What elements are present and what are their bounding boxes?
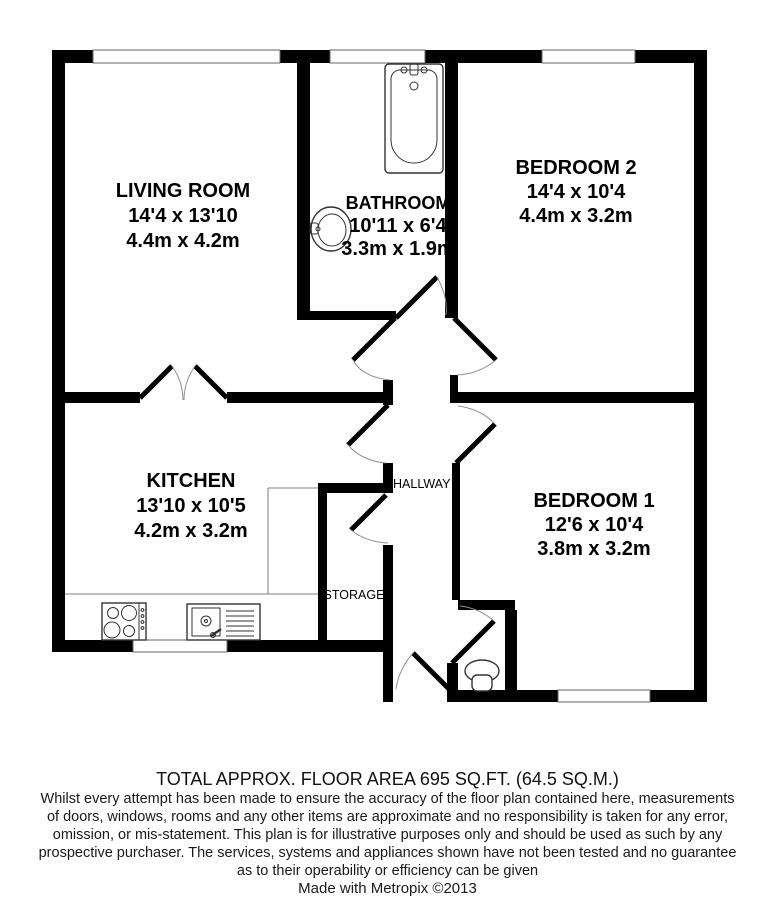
total-area-text: TOTAL APPROX. FLOOR AREA 695 SQ.FT. (64.5 SQ.M.) xyxy=(156,769,619,789)
disclaimer-line: of doors, windows, rooms and any other items are approximate and no responsibility is taken for any error, xyxy=(46,809,729,825)
wall-hall-left-lower xyxy=(383,545,393,702)
bedroom2-dims-ft: 14'4 x 10'4 xyxy=(526,181,626,203)
bedroom2-label: BEDROOM 2 xyxy=(515,157,637,179)
disclaimer-line: as to their operability or efficiency can be given xyxy=(236,863,539,879)
living-room-dims-m: 4.4m x 4.2m xyxy=(126,230,240,252)
window-bedroom1 xyxy=(558,690,650,702)
walls xyxy=(52,50,707,702)
bedroom1-label: BEDROOM 1 xyxy=(533,490,655,512)
window-living-room xyxy=(93,50,280,63)
wall-bathroom-bottom xyxy=(297,311,396,320)
kitchen-sink xyxy=(187,604,260,640)
toilet xyxy=(465,660,499,691)
kitchen-dims-ft: 13'10 x 10'5 xyxy=(136,495,246,517)
hob xyxy=(102,603,146,640)
disclaimer xyxy=(0,790,775,880)
wall-left xyxy=(52,63,65,652)
kitchen-label: KITCHEN xyxy=(146,470,236,492)
door-double-right xyxy=(195,366,227,398)
door-entrance xyxy=(413,653,452,692)
hallway-label: HALLWAY xyxy=(393,477,451,491)
wall-wc-right xyxy=(505,610,517,693)
wall-bedroom1-left xyxy=(452,463,460,600)
door-bedroom1 xyxy=(456,424,495,463)
disclaimer-line: prospective purchaser. The services, systems and appliances shown have not been tested and no guarantee xyxy=(38,845,737,861)
bathroom-label: BATHROOM xyxy=(345,193,451,213)
wall-livingroom-right xyxy=(297,63,310,320)
living-room-dims-ft: 14'4 x 13'10 xyxy=(128,205,238,227)
window-bedroom2 xyxy=(542,50,635,63)
metropix-credit: Made with Metropix ©2013 xyxy=(298,880,477,897)
bedroom2-dims-m: 4.4m x 3.2m xyxy=(519,205,633,227)
door-double-left xyxy=(140,366,172,398)
bedroom1-dims-ft: 12'6 x 10'4 xyxy=(544,514,644,536)
bathroom-dims-m: 3.3m x 1.9m xyxy=(341,238,455,260)
wall-storage-top xyxy=(318,483,392,493)
disclaimer-line: omission, or mis-statement. This plan is for illustrative purposes only and should be used as such by any xyxy=(52,827,723,843)
window-bathroom xyxy=(330,50,425,63)
wall-bedroom1-stub-top xyxy=(450,375,458,392)
bathtub xyxy=(385,64,443,173)
bedroom1-dims-m: 3.8m x 3.2m xyxy=(537,538,651,560)
bathroom-dims-ft: 10'11 x 6'4 xyxy=(349,215,447,237)
wall-storage-left xyxy=(318,483,327,652)
window-kitchen xyxy=(133,640,227,652)
wall-livingroom-bottom-right xyxy=(227,392,393,403)
door-living-room xyxy=(353,318,395,360)
kitchen-dims-m: 4.2m x 3.2m xyxy=(134,520,248,542)
door-wc xyxy=(452,621,494,663)
wall-wc-jog xyxy=(458,600,515,610)
disclaimer-line: Whilst every attempt has been made to ensure the accuracy of the floor plan contained here, measurements xyxy=(40,791,735,807)
wall-bedroom-divider xyxy=(450,392,707,403)
wall-bathroom-bedroom2 xyxy=(445,63,458,318)
storage-label: STORAGE xyxy=(323,588,385,602)
wall-right xyxy=(694,63,707,702)
wall-livingroom-bottom-left xyxy=(52,392,140,403)
living-room-label: LIVING ROOM xyxy=(115,180,251,202)
door-bedroom2 xyxy=(454,318,496,360)
door-kitchen xyxy=(348,405,388,445)
door-storage xyxy=(351,495,386,530)
footer xyxy=(0,768,775,898)
door-bathroom xyxy=(396,277,437,318)
